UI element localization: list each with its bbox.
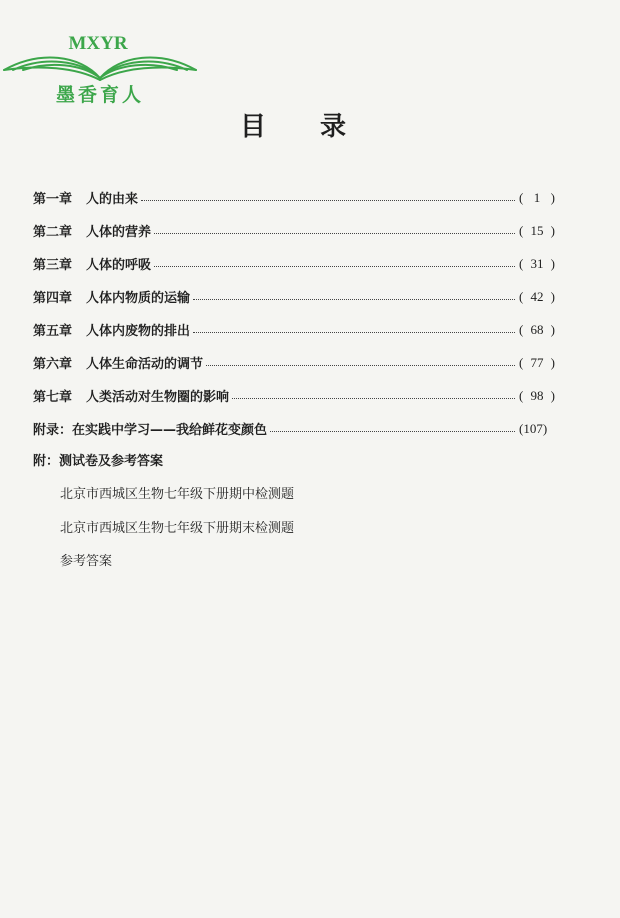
toc-page-number: ( 15 ) — [519, 222, 555, 238]
appendix-heading: 附：测试卷及参考答案 — [33, 454, 164, 469]
toc-chapter-title: 人体内废物的排出 — [86, 324, 191, 339]
toc-entry[interactable] — [33, 214, 555, 247]
toc-chapter-title: 人体的呼吸 — [86, 258, 152, 273]
toc-chapter-title: 人类活动对生物圈的影响 — [86, 390, 230, 405]
toc-entry-appendix[interactable] — [33, 412, 555, 445]
toc-chapter-label: 第二章 — [33, 225, 73, 240]
toc-chapter-title: 人体生命活动的调节 — [86, 357, 204, 372]
logo-tagline: 墨香育人 — [55, 84, 144, 106]
toc-dot-leader — [154, 233, 515, 234]
table-of-contents — [33, 181, 555, 445]
appendix-item-midterm[interactable]: 北京市西城区生物七年级下册期中检测题 — [60, 487, 295, 502]
toc-entry[interactable] — [33, 313, 555, 346]
toc-page-number: ( 77 ) — [519, 354, 555, 370]
logo-brand-text: MXYR — [68, 33, 128, 54]
toc-chapter-label: 第一章 — [33, 192, 73, 207]
appendix-item-final[interactable]: 北京市西城区生物七年级下册期末检测题 — [60, 520, 295, 536]
toc-entry[interactable] — [33, 280, 555, 313]
toc-dot-leader — [193, 332, 515, 333]
toc-dot-leader — [270, 431, 515, 432]
appendix-item-answers[interactable]: 参考答案 — [60, 554, 113, 569]
toc-chapter-label: 第五章 — [33, 324, 73, 339]
toc-appendix-label: 附录： — [33, 423, 73, 438]
toc-dot-leader — [206, 365, 515, 366]
toc-dot-leader — [232, 398, 515, 399]
toc-dot-leader — [193, 299, 515, 300]
toc-page-number: ( 42 ) — [519, 288, 555, 304]
toc-chapter-label: 第四章 — [33, 291, 73, 306]
toc-entry[interactable] — [33, 346, 555, 379]
toc-chapter-label: 第六章 — [33, 357, 73, 372]
toc-chapter-label: 第三章 — [33, 258, 73, 273]
appendix-section — [33, 445, 555, 579]
page-title: 目录 — [240, 112, 401, 142]
toc-chapter-label: 第七章 — [33, 390, 73, 405]
toc-dot-leader — [141, 200, 515, 201]
toc-entry[interactable] — [33, 379, 555, 412]
publisher-logo — [0, 25, 200, 85]
toc-appendix-title: 在实践中学习——我给鲜花变颜色 — [72, 423, 268, 438]
open-book-icon — [4, 58, 196, 80]
toc-entry[interactable] — [33, 247, 555, 280]
toc-chapter-title: 人的由来 — [86, 192, 139, 207]
toc-page-number: (107) — [519, 420, 548, 436]
toc-entry[interactable] — [33, 181, 555, 214]
toc-dot-leader — [154, 266, 515, 267]
toc-page-number: ( 98 ) — [519, 387, 555, 403]
toc-chapter-title: 人体内物质的运输 — [86, 291, 191, 306]
toc-page-number: ( 31 ) — [519, 255, 555, 271]
toc-page-number: ( 1 ) — [519, 189, 555, 205]
toc-chapter-title: 人体的营养 — [86, 225, 152, 240]
toc-page-number: ( 68 ) — [519, 321, 555, 337]
